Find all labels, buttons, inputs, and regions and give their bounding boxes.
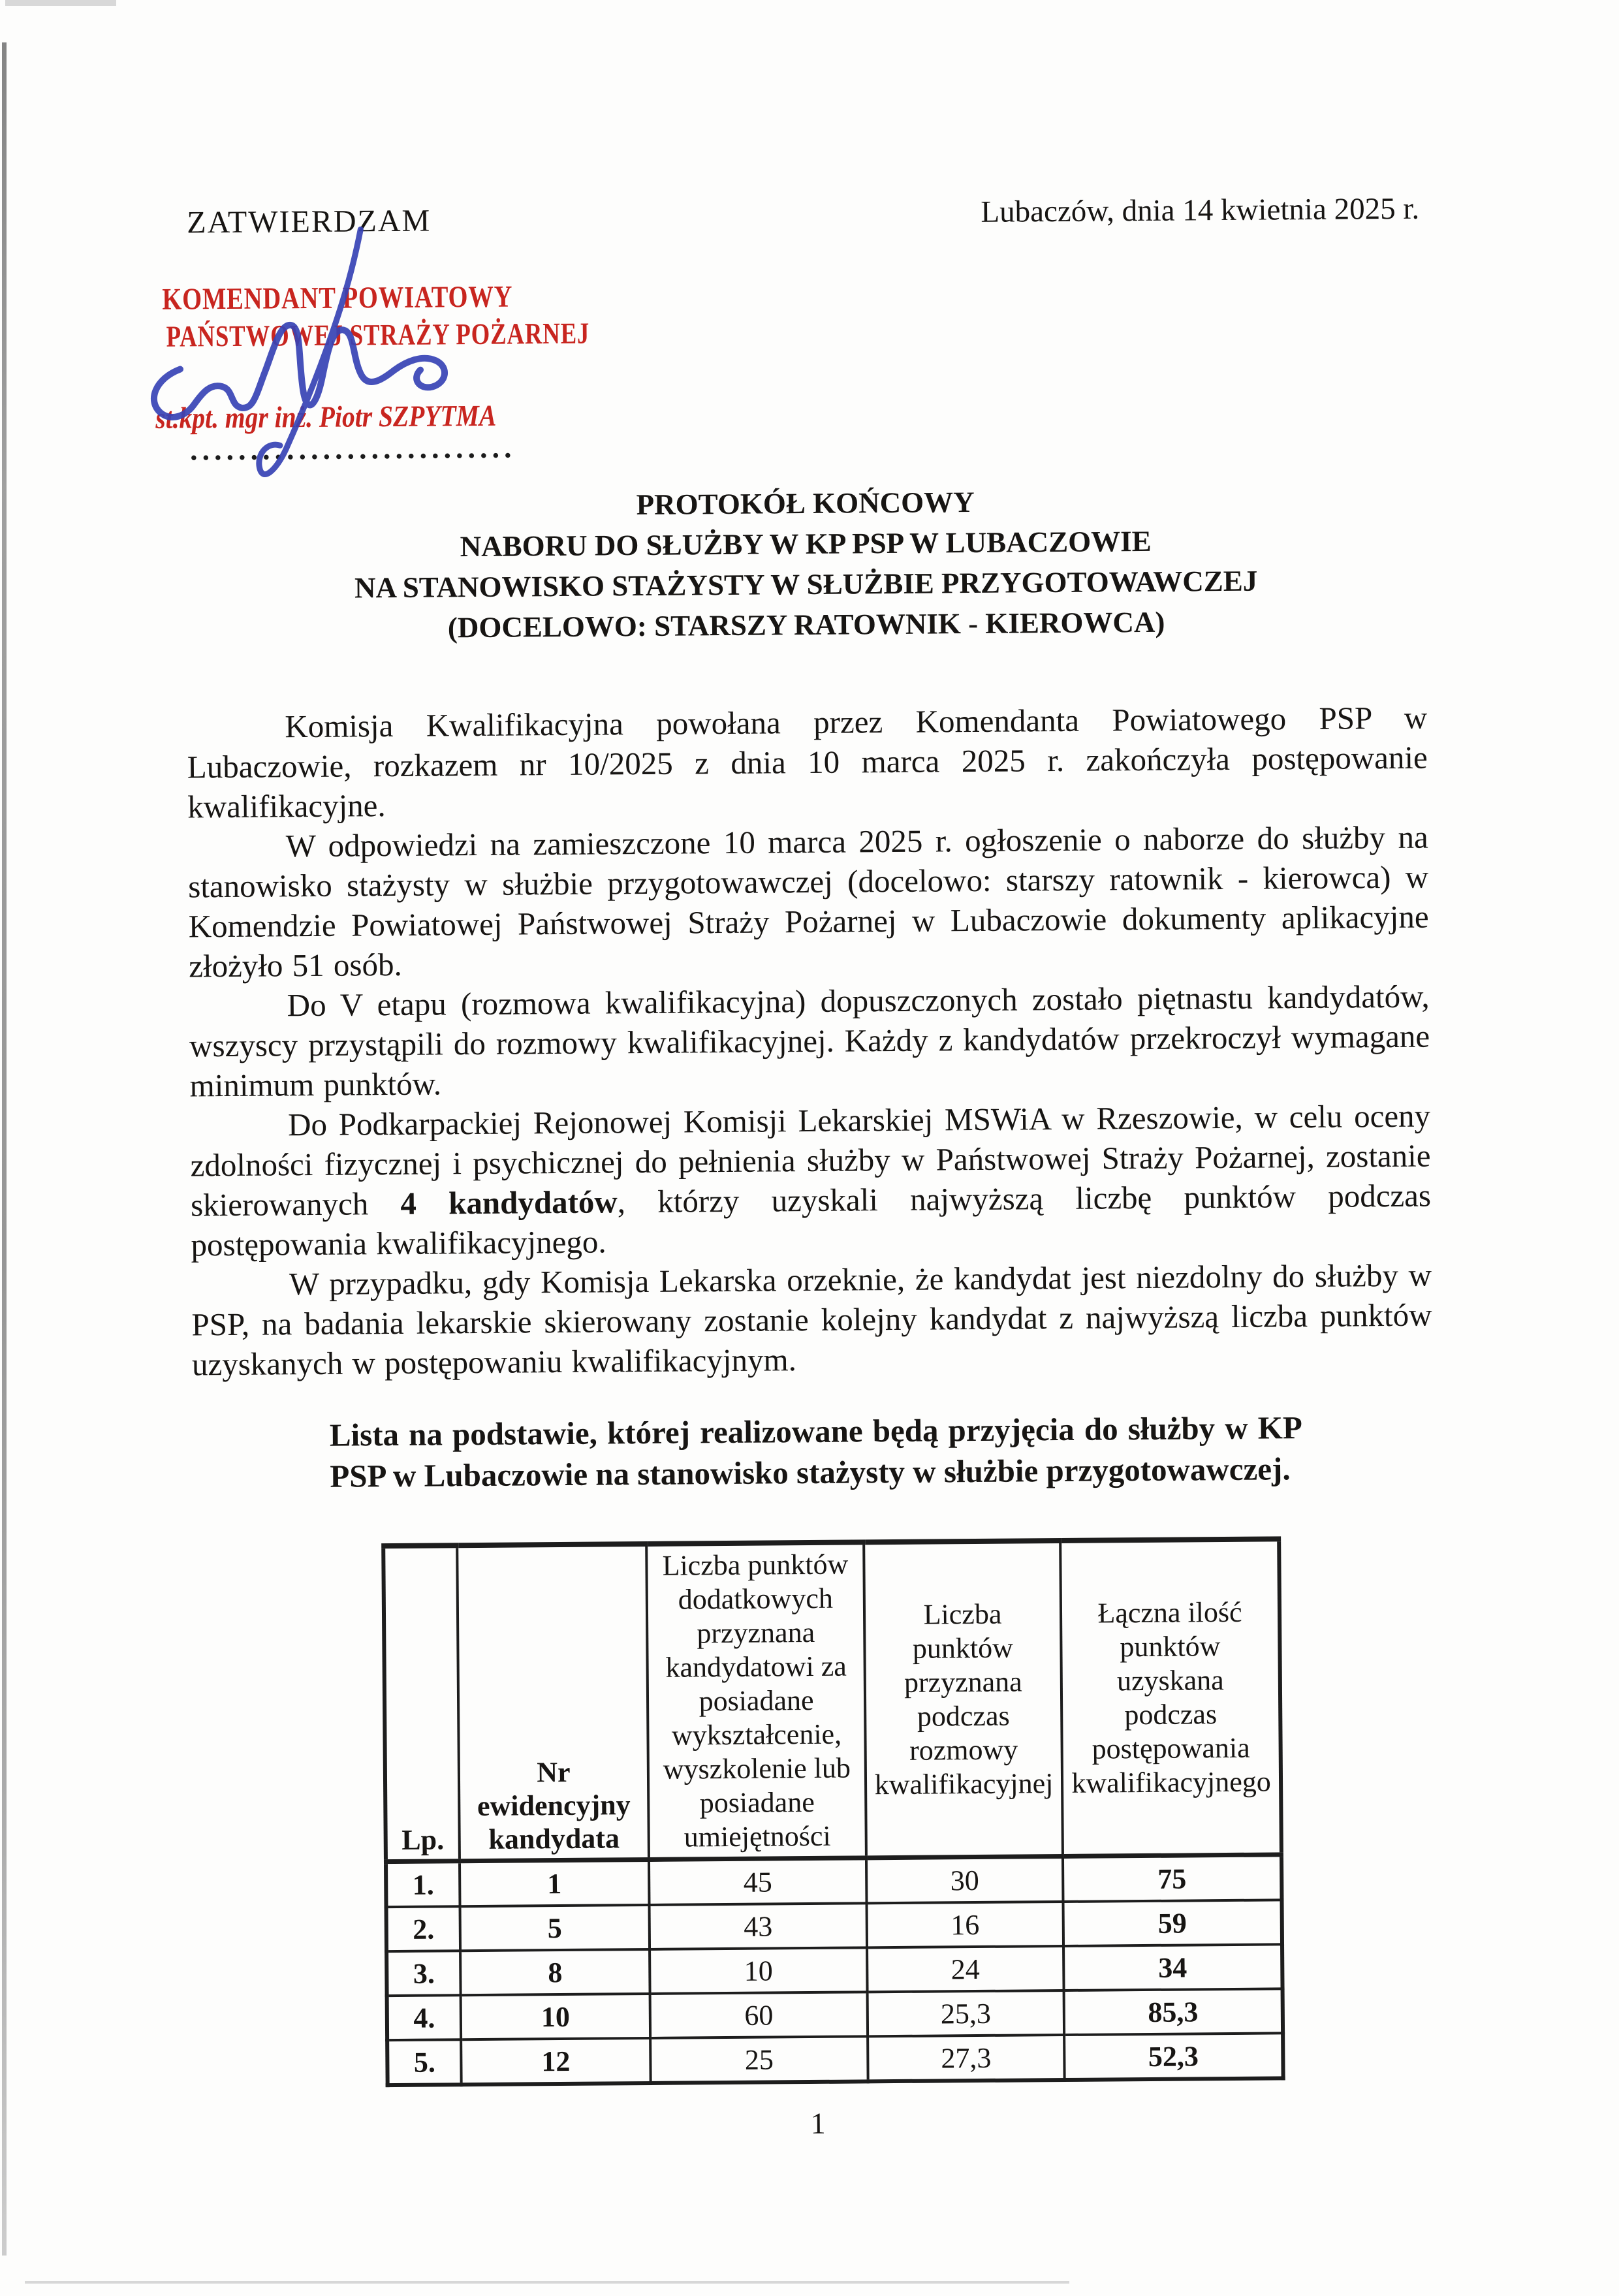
paragraph-4-text-after: , którzy uzyskali najwyższą liczbę punktów podczas postępowania kwalifikacyjnego. [191,1177,1432,1263]
paragraph-1: Komisja Kwalifikacyjna powołana przez Komendanta Powiatowego PSP w Lubaczowie, rozkazem nr 10/2025 z dnia 10 marca 2025 r. zakończyła postępowanie kwalifikacyjne. [187,699,1428,825]
paragraph-4-text: Do Podkarpackiej Rejonowej Komisji Lekarskiej MSWiA w Rzeszowie, w celu oceny zdolności fizycznej i psychicznej do pełnienia służby w Państwowej Straży Pożarnej, zostanie skierowanych [190,1097,1431,1223]
cell-punkty-dodatkowe: 45 [649,1858,867,1905]
cell-lp: 2. [386,1906,461,1951]
cell-nr: 5 [460,1905,650,1951]
cell-punkty-lacznie: 34 [1063,1944,1283,1990]
cell-punkty-lacznie: 59 [1063,1900,1282,1946]
paragraph-4 [190,1096,1432,1265]
paragraph-4-emphasis: 4 kandydatów [400,1184,618,1221]
paragraph-3: Do V etapu (rozmowa kwalifikacyjna) dopuszczonych zostało piętnastu kandydatów, wszyscy przystąpili do rozmowy kwalifikacyjnej. Każdy z kandydatów przekroczył wymagane minimum punktów. [189,978,1430,1104]
cell-punkty-dodatkowe: 25 [650,2036,868,2083]
cell-punkty-rozmowa: 25,3 [868,1990,1065,2036]
cell-punkty-dodatkowe: 60 [650,1992,868,2038]
title-line-3: NA STANOWISKO STAŻYSTY W SŁUŻBIE PRZYGOTOWAWCZEJ [354,564,1258,605]
cell-punkty-rozmowa: 24 [867,1946,1064,1992]
signature-dotted-line: ........................... [189,430,516,467]
page-number: 1 [810,2106,826,2141]
header-lp: Lp. [383,1545,460,1861]
table-row [387,1989,1283,2040]
document-title [175,478,1436,650]
header-punkty-dodatkowe: Liczba punktów dodatkowych przyznana kandydatowi za posiadane wykształcenie, wyszkolenie lub posiadane umiejętności [646,1542,866,1859]
cell-nr: 8 [460,1949,650,1995]
cell-punkty-rozmowa: 30 [866,1856,1063,1903]
cell-punkty-dodatkowe: 43 [650,1903,868,1949]
list-intro: Lista na podstawie, której realizowane będą przyjęcia do służby w KP PSP w Lubaczowie na stanowisko stażysty w służbie przygotowawczej. [329,1409,1303,1494]
cell-lp: 5. [387,2039,462,2085]
scan-smudge-artifact [5,0,116,6]
signature-ink [85,217,590,488]
header-punkty-lacznie: Łączna ilość punktów uzyskana podczas postępowania kwalifikacyjnego [1060,1539,1281,1856]
cell-nr: 1 [460,1859,650,1906]
cell-punkty-lacznie: 52,3 [1064,2033,1283,2080]
cell-punkty-rozmowa: 16 [867,1902,1064,1947]
cell-lp: 4. [387,1995,462,2040]
scan-line-artifact [25,2281,1069,2284]
document-body [187,698,1438,2146]
scan-edge-artifact [2,42,7,2256]
results-table [381,1536,1285,2087]
paragraph-5: W przypadku, gdy Komisja Lekarska orzeknie, że kandydat jest niezdolny do służby w PSP, na badania lekarskie skierowany zostanie kolejny kandydat z najwyższą liczba punktów uzyskanych w postępowaniu kwalifikacyjnym. [191,1257,1432,1383]
table-row [387,2033,1283,2085]
stamp-line-2: PAŃSTWOWEJ STRAŻY POŻARNEJ [166,316,590,353]
title-line-4: (DOCELOWO: STARSZY RATOWNIK - KIEROWCA) [447,605,1165,644]
table-header-row [383,1539,1281,1861]
cell-lp: 3. [386,1951,461,1996]
cell-nr: 10 [461,1994,651,2039]
approval-label: ZATWIERDZAM [187,203,432,240]
cell-punkty-dodatkowe: 10 [650,1947,868,1994]
cell-punkty-lacznie: 85,3 [1064,1989,1283,2035]
date-line: Lubaczów, dnia 14 kwietnia 2025 r. [981,191,1420,229]
signer-name: st.kpt. mgr inż. Piotr SZPYTMA [155,398,497,435]
title-line-2: NABORU DO SŁUŻBY W KP PSP W LUBACZOWIE [460,524,1152,563]
stamp-line-1: KOMENDANT POWIATOWY [162,279,513,317]
title-line-1: PROTOKÓŁ KOŃCOWY [636,485,975,522]
header-nr-ewidencyjny: Nr ewidencyjny kandydata [457,1544,649,1861]
table-row [386,1944,1282,1996]
cell-punkty-rozmowa: 27,3 [868,2035,1065,2081]
table-row [386,1900,1282,1951]
header-punkty-rozmowa: Liczba punktów przyznana podczas rozmowy kwalifikacyjnej [864,1541,1063,1858]
cell-punkty-lacznie: 75 [1063,1855,1282,1902]
cell-nr: 12 [461,2038,651,2084]
paragraph-2: W odpowiedzi na zamieszczone 10 marca 2025 r. ogłoszenie o naborze do służby na stanowisko stażysty w służbie przygotowawczej (docelowo: starszy ratownik - kierowca) w Komendzie Powiatowej Państwowej Straży Pożarnej w Lubaczowie dokumenty aplikacyjne złożyło 51 osób. [188,819,1429,984]
table-row [386,1855,1282,1907]
cell-lp: 1. [386,1861,460,1907]
